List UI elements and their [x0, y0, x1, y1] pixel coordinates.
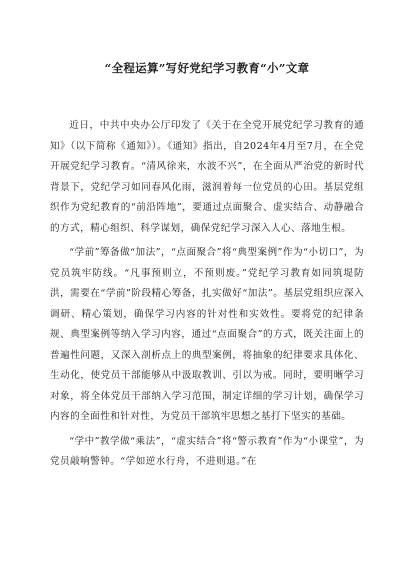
document-title: “全程运算”写好党纪学习教育“小”文章: [104, 61, 310, 75]
body-paragraph-3: “学中”教学做“乘法”，“虚实结合”将“警示教育”作为“小课堂”，为党员敲响警钟。“学如逆水行舟，不进则退。”在: [50, 435, 364, 467]
body-paragraph-1: 近日，中共中央办公厅印发了《关于在全党开展党纪学习教育的通知》（以下简称《通知》）。《通知》指出，自2024年4月至7月，在全党开展党纪学习教育。“清风徐来，水波不兴”，在全面从严治党的新时代背景下，党纪学习如同春风化雨，滋润着每一位党员的心田。基层党组织作为党纪教育的“前沿阵地”，要通过点面聚合、虚实结合、动静融合的方式，精心组织、科学谋划，确保党纪学习深入人心、落地生根。: [50, 120, 364, 234]
body-paragraph-2: “学前”筹备做“加法”，“点面聚合”将“典型案例”作为“小切口”，为党员筑牢防线。“凡事预则立，不预则废。”党纪学习教育如同筑堤防洪，需要在“学前”阶段精心筹备，扎实做好“加法”。基层党组织应深入调研、精心策划，确保学习内容的针对性和实效性。要将党的纪律条规、典型案例等纳入学习内容，通过“点面聚合”的方式，既关注面上的普遍性问题，又深入剖析点上的典型案例，将抽象的纪律要求具体化、生动化，使党员干部能够从中汲取教训、引以为戒。同时，要明晰学习对象，将全体党员干部纳入学习范围，制定详细的学习计划，确保学习内容的全面性和针对性，为党员干部筑牢思想之基打下坚实的基础。: [50, 247, 364, 422]
